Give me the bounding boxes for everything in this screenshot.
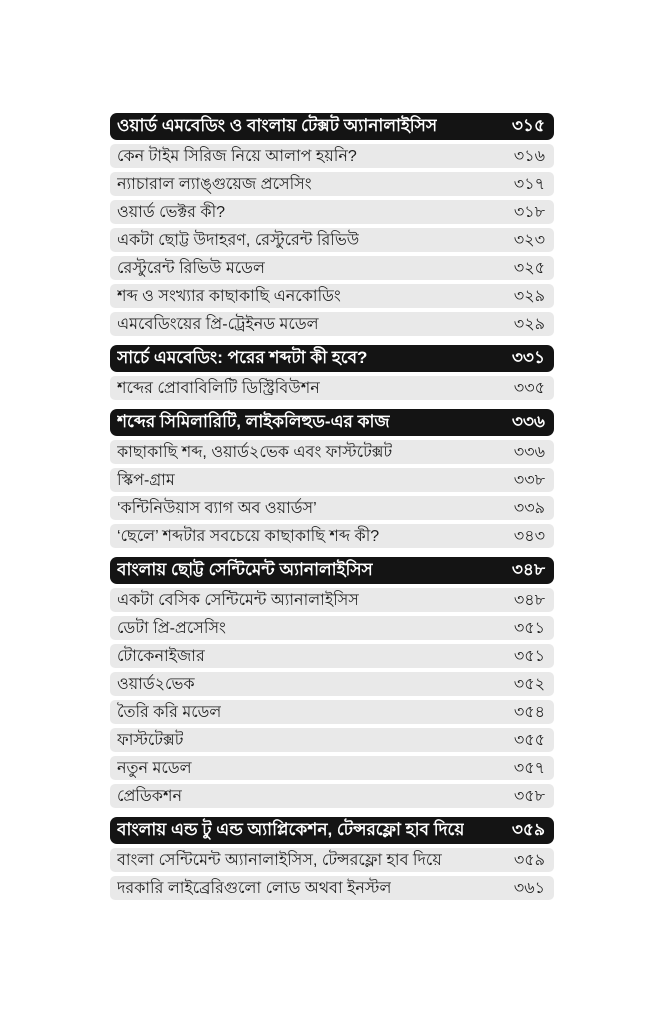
toc-entry-page-number: ৩৫৭ [513,759,545,777]
toc-entry [110,784,554,808]
toc-entry-title: কেন টাইম সিরিজ নিয়ে আলাপ হয়নি? [117,147,357,165]
toc-entry [110,256,554,280]
toc-section-title: সার্চে এমবেডিং: পরের শব্দটা কী হবে? [117,347,368,367]
toc-entry [110,756,554,780]
toc-section-title: বাংলায় এন্ড টু এন্ড অ্যাপ্লিকেশন, টেন্সরফ্লো হাব দিয়ে [117,819,465,839]
toc-entry [110,588,554,612]
toc-entry-page-number: ৩৩৫ [513,379,545,397]
table-of-contents [110,113,554,909]
toc-section [110,345,554,400]
toc-entry-title: দরকারি লাইব্রেরিগুলো লোড অথবা ইনস্টল [117,879,392,897]
toc-entry-title: ফাস্টটেক্সট [117,731,184,749]
toc-entry-page-number: ৩১৮ [513,203,545,221]
toc-section [110,557,554,808]
toc-entry [110,700,554,724]
toc-entry-page-number: ৩২৫ [513,259,545,277]
toc-entry [110,496,554,520]
toc-entry-title: তৈরি করি মডেল [117,703,222,721]
toc-section-title: শব্দের সিমিলারিটি, লাইকলিহুড-এর কাজ [117,411,390,431]
toc-section-page-number: ৩৪৮ [511,559,545,579]
toc-entry-page-number: ৩১৬ [513,147,545,165]
toc-entry [110,468,554,492]
toc-entry-title: ন্যাচারাল ল্যাঙ্গুয়েজ প্রসেসিং [117,175,312,193]
toc-entry-title: বাংলা সেন্টিমেন্ট অ্যানালাইসিস, টেন্সরফ্লো হাব দিয়ে [117,851,442,869]
toc-entry-page-number: ৩২৯ [513,315,545,333]
toc-entry-page-number: ৩৫৫ [513,731,545,749]
toc-entry-title: রেস্টুরেন্ট রিভিউ মডেল [117,259,265,277]
toc-entry-page-number: ৩৫৯ [513,851,545,869]
toc-entry-page-number: ৩৩৯ [513,499,545,517]
toc-entry-title: শব্দের প্রোবাবিলিটি ডিস্ট্রিবিউশন [117,379,320,397]
toc-entry [110,376,554,400]
toc-entry [110,876,554,900]
toc-entry [110,172,554,196]
toc-entry-title: একটা বেসিক সেন্টিমেন্ট অ্যানালাইসিস [117,591,359,609]
toc-entry-page-number: ৩৩৬ [513,443,545,461]
toc-entry-page-number: ৩৪৮ [513,591,545,609]
toc-entry-page-number: ৩৫২ [513,675,545,693]
toc-entry-title: শব্দ ও সংখ্যার কাছাকাছি এনকোডিং [117,287,341,305]
toc-entry [110,312,554,336]
toc-entry-page-number: ৩৫১ [513,647,545,665]
toc-entry-page-number: ৩৬১ [513,879,545,897]
toc-entry-title: ‘কন্টিনিউয়াস ব্যাগ অব ওয়ার্ডস’ [117,499,317,517]
toc-entry [110,228,554,252]
toc-entry-title: এমবেডিংয়ের প্রি-ট্রেইনড মডেল [117,315,319,333]
toc-entry [110,200,554,224]
toc-entry [110,848,554,872]
toc-entry-page-number: ৩১৭ [513,175,545,193]
toc-entry-page-number: ৩৩৮ [513,471,545,489]
toc-entry-title: একটা ছোট্ট উদাহরণ, রেস্টুরেন্ট রিভিউ [117,231,360,249]
toc-entry [110,728,554,752]
toc-section [110,409,554,548]
toc-section [110,113,554,336]
toc-entry [110,440,554,464]
toc-entry [110,672,554,696]
toc-entry [110,144,554,168]
toc-section-page-number: ৩১৫ [511,115,545,135]
toc-entry-title: প্রেডিকশন [117,787,182,805]
toc-entry-title: কাছাকাছি শব্দ, ওয়ার্ড২ভেক এবং ফাস্টটেক্সট [117,443,393,461]
toc-entry-title: নতুন মডেল [117,759,192,777]
toc-section-header [110,345,554,372]
toc-section-page-number: ৩৩৬ [511,411,545,431]
toc-entry-title: স্কিপ-গ্রাম [117,471,175,489]
toc-section-page-number: ৩৫৯ [511,819,545,839]
toc-section-header [110,817,554,844]
toc-entry [110,616,554,640]
toc-section-page-number: ৩৩১ [511,347,545,367]
toc-entry [110,644,554,668]
toc-entry-page-number: ৩৪৩ [513,527,545,545]
toc-entry-title: ডেটা প্রি-প্রসেসিং [117,619,226,637]
toc-entry-page-number: ৩৫১ [513,619,545,637]
toc-section-title: ওয়ার্ড এমবেডিং ও বাংলায় টেক্সট অ্যানালাইসিস [117,115,438,135]
toc-entry-title: ওয়ার্ড২ভেক [117,675,195,693]
toc-entry [110,524,554,548]
toc-section-header [110,409,554,436]
toc-section-title: বাংলায় ছোট্ট সেন্টিমেন্ট অ্যানালাইসিস [117,559,373,579]
toc-entry-page-number: ৩৫৪ [513,703,545,721]
toc-entry-title: ওয়ার্ড ভেক্টর কী? [117,203,226,221]
toc-entry-page-number: ৩৫৮ [513,787,545,805]
toc-section [110,817,554,900]
toc-entry-page-number: ৩২৯ [513,287,545,305]
toc-section-header [110,113,554,140]
toc-entry-title: ‘ছেলে’ শব্দটার সবচেয়ে কাছাকাছি শব্দ কী? [117,527,380,545]
toc-section-header [110,557,554,584]
toc-entry [110,284,554,308]
toc-entry-title: টোকেনাইজার [117,647,205,665]
toc-entry-page-number: ৩২৩ [513,231,545,249]
